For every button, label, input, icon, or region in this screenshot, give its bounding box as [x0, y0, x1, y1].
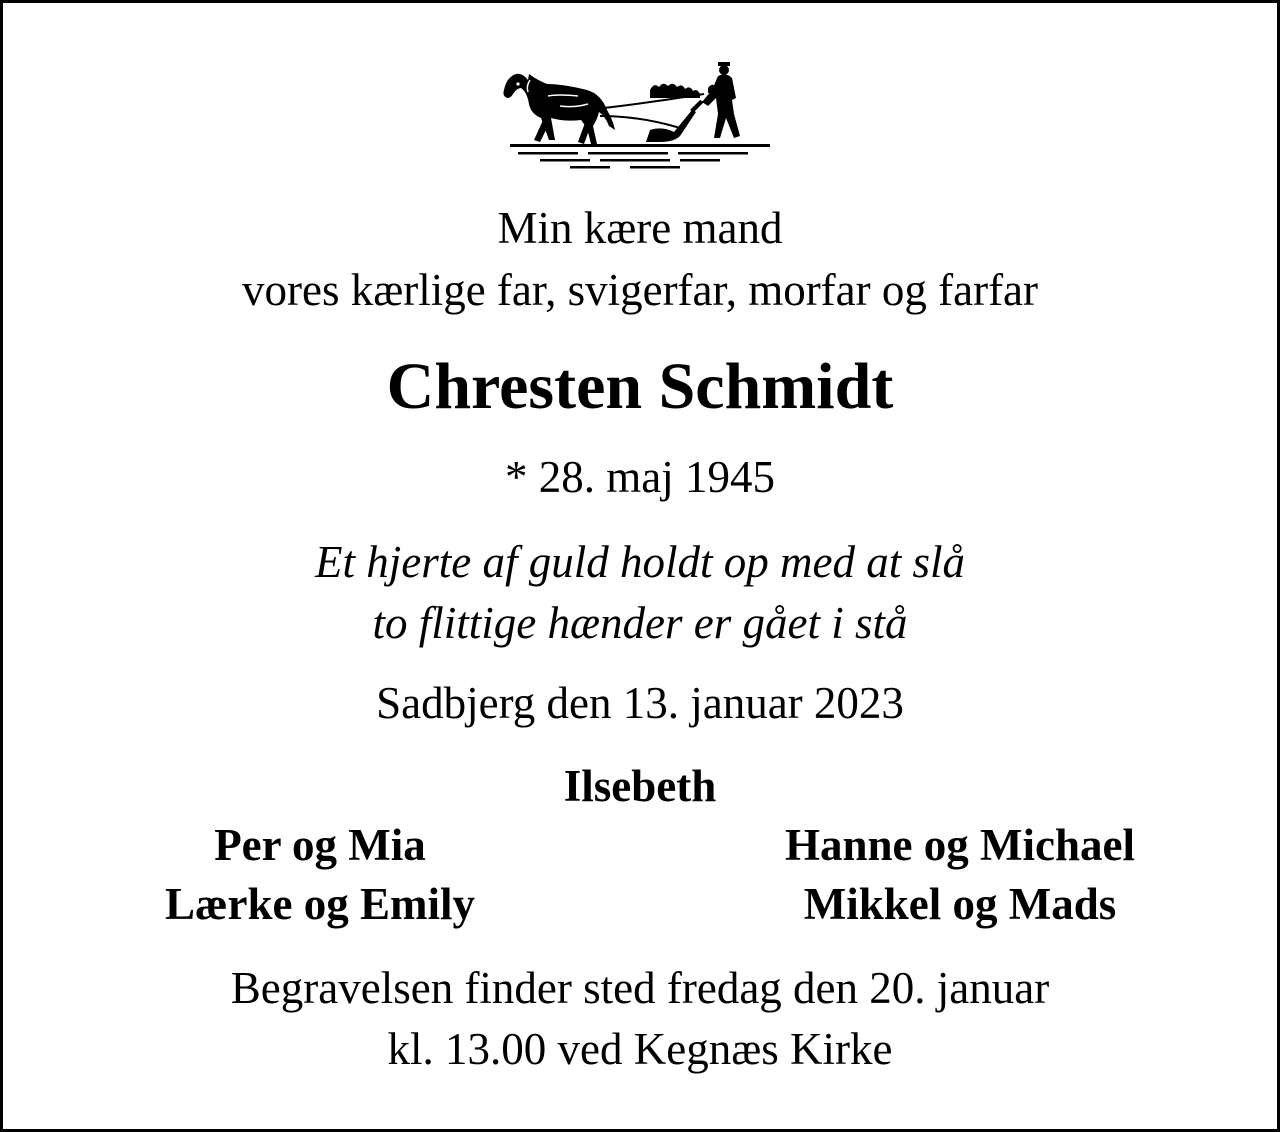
family-left-line-2: Lærke og Emily [165, 879, 475, 929]
verse-line-1: Et hjerte af guld holdt op med at slå [315, 537, 965, 587]
birth-date: * 28. maj 1945 [505, 452, 775, 502]
place-and-date: Sadbjerg den 13. januar 2023 [376, 678, 904, 728]
horse-and-plough-icon [500, 58, 780, 174]
spouse-name: Ilsebeth [563, 761, 717, 811]
funeral-line-1: Begravelsen finder sted fredag den 20. januar [230, 963, 1050, 1013]
deceased-name: Chresten Schmidt [386, 350, 894, 423]
family-left-line-1: Per og Mia [214, 820, 426, 870]
family-right-line-2: Mikkel og Mads [803, 879, 1117, 929]
verse-line-2: to flittige hænder er gået i stå [372, 598, 908, 648]
funeral-line-2: kl. 13.00 ved Kegnæs Kirke [387, 1024, 893, 1074]
intro-line-1: Min kære mand [497, 203, 783, 253]
family-right-line-1: Hanne og Michael [785, 820, 1135, 870]
intro-line-2: vores kærlige far, svigerfar, morfar og farfar [241, 265, 1039, 315]
